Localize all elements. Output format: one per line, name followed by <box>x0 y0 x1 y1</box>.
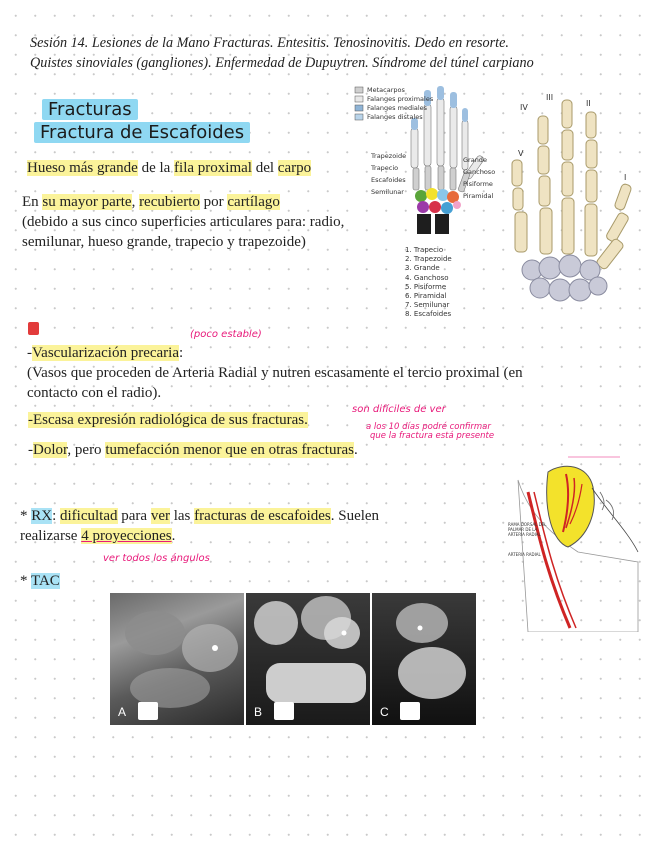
paragraph-cartilage <box>22 192 402 252</box>
rx-line2 <box>20 526 440 546</box>
list-item: 4. Ganchoso <box>405 273 449 282</box>
label-pisiforme: Pisiforme <box>463 180 493 188</box>
ct-label-a: A <box>118 705 127 719</box>
legend-metacarpos: Metacarpos <box>367 86 405 94</box>
note-10-dias-line2: que la fractura está presente <box>370 431 495 441</box>
list-item: 1. Trapecio <box>405 246 444 254</box>
numeral-v: V <box>518 149 524 158</box>
list-item: 6. Piramidal <box>405 292 447 301</box>
ct-panel-c <box>372 593 476 725</box>
list-item: 7. Semilunar <box>405 301 450 310</box>
list-item: 8. Escafoides <box>405 310 452 319</box>
paragraph-largest-bone <box>27 158 311 178</box>
skeleton-hand-svg <box>500 88 640 318</box>
label-trapecio: Trapecio <box>371 164 399 172</box>
ct-panel-b <box>246 593 370 725</box>
skeleton-hand-illustration <box>500 88 640 328</box>
dolor-a: - <box>28 442 33 458</box>
p2-a: En <box>22 194 43 210</box>
p2-b: su mayor parte <box>42 194 132 210</box>
hand-legend-top <box>367 86 433 122</box>
p2-e: por <box>199 194 228 210</box>
rx-line2b: 4 proyecciones <box>81 528 172 544</box>
legend-falanges-mediales: Falanges mediales <box>367 104 428 112</box>
dolor-d: tumefacción menor que en otras fracturas <box>105 442 354 458</box>
paragraph-vascularization <box>27 343 627 403</box>
carpal-numbered-list <box>405 246 452 320</box>
p1-b: de la <box>137 160 175 176</box>
note-poco-estable: (poco estable) <box>190 329 262 340</box>
p1-e: carpo <box>277 160 312 176</box>
p1-d: del <box>251 160 278 176</box>
rx-g: las <box>169 508 195 524</box>
label-grande: Grande <box>463 156 487 164</box>
p2-line1 <box>22 192 402 212</box>
numeral-ii: II <box>586 99 591 108</box>
rx-f: ver <box>150 508 170 524</box>
p1-c: fila proximal <box>174 160 252 176</box>
tac-b: TAC <box>30 573 60 589</box>
numeral-i: I <box>624 173 627 182</box>
rx-i: . Suelen <box>330 508 380 524</box>
numeral-iii: III <box>546 93 554 102</box>
rx-c: : <box>52 508 61 524</box>
paragraph-rx <box>20 506 440 546</box>
radio-text: -Escasa expresión radiológica de sus fracturas. <box>28 412 308 428</box>
label-piramidal: Piramidal <box>463 192 494 200</box>
vasc-title: Vascularización precaria <box>32 345 179 361</box>
legend-falanges-distales: Falanges distales <box>367 113 423 121</box>
note-10-dias-line1: a los 10 días podré confirmar <box>366 422 491 432</box>
title-escafoides-text: Fractura de Escafoides <box>34 122 250 143</box>
title-fracturas <box>42 99 138 120</box>
ct-panel-a <box>110 593 244 725</box>
p2-line2: (debido a sus cinco superficies articulares para: radio, <box>22 214 345 230</box>
vasc-title-line: -Vascularización precaria: <box>27 345 184 361</box>
header-line-2: Quistes sinoviales (gangliones). Enfermedad de Dupuytren. Síndrome del túnel carpiano <box>30 55 534 71</box>
vasc-line1: (Vasos que proceden de Arteria Radial y nutren escasamente el tercio proximal (en <box>27 365 523 381</box>
list-item: 5. Pisiforme <box>405 282 447 291</box>
p1-a: Hueso más grande <box>27 160 138 176</box>
rx-d: dificultad <box>60 508 118 524</box>
legend-falanges-proximales: Falanges proximales <box>367 95 434 103</box>
label-semilunar: Semilunar <box>371 188 404 196</box>
vasc-colon: : <box>179 345 184 361</box>
label-escafoides: Escafoides <box>371 176 406 184</box>
rx-b: RX <box>31 508 53 524</box>
tac-a: * <box>20 573 31 589</box>
title-fracturas-text: Fracturas <box>42 99 138 120</box>
paragraph-dolor <box>28 440 358 460</box>
hand-bones-diagram <box>353 84 503 324</box>
p2-line3: semilunar, hueso grande, trapecio y trapezoide) <box>22 234 306 250</box>
dolor-c: , pero <box>67 442 106 458</box>
list-item: 2. Trapezoide <box>405 255 452 264</box>
hand-right-labels <box>463 154 495 202</box>
label-ganchoso: Ganchoso <box>463 168 496 176</box>
paragraph-tac <box>20 571 60 591</box>
ct-orientation-icon <box>274 702 294 720</box>
rx-h: fracturas de escafoides <box>194 508 331 524</box>
ct-label-c: C <box>380 705 389 719</box>
numeral-iv: IV <box>520 103 528 112</box>
dolor-e: . <box>353 442 358 458</box>
wrist-label-rama: RAMA DORSAL DEL PALMAR DE LA ARTERIA RADIAL <box>508 522 547 537</box>
title-escafoides <box>34 122 250 143</box>
header-line-1: Sesión 14. Lesiones de la Mano Fracturas. Entesitis. Tenosinovitis. Dedo en resorte. <box>30 35 509 51</box>
rx-line1 <box>20 506 440 526</box>
note-dificiles: son difíciles de ver <box>352 404 446 415</box>
red-tag-icon <box>28 322 39 335</box>
p2-c: , <box>131 194 140 210</box>
rx-a: * <box>20 508 32 524</box>
dolor-b: Dolor <box>33 442 68 458</box>
ct-panel-b-svg <box>246 593 370 725</box>
rx-line2c: . <box>171 528 176 544</box>
wrist-vascular-diagram <box>508 452 644 632</box>
rx-line2a: realizarse <box>20 528 82 544</box>
p2-f: cartílago <box>227 194 280 210</box>
list-item: 3. Grande <box>405 264 440 273</box>
ct-orientation-icon <box>138 702 158 720</box>
wrist-label-arteria: ARTERIA RADIAL <box>508 552 541 557</box>
p2-d: recubierto <box>139 194 200 210</box>
ct-label-b: B <box>254 705 263 719</box>
vasc-line2: contacto con el radio). <box>27 385 162 401</box>
note-ver-angulos: ver todos los ángulos <box>103 553 210 564</box>
hand-left-labels <box>371 150 406 198</box>
session-header <box>30 33 630 73</box>
paragraph-radiological <box>28 410 308 430</box>
ct-panel-a-svg <box>110 593 244 725</box>
note-10-dias <box>366 423 494 441</box>
wrist-vascular-svg <box>508 452 644 632</box>
label-trapezoide: Trapezoide <box>371 152 407 160</box>
ct-orientation-icon <box>400 702 420 720</box>
rx-e: para <box>117 508 151 524</box>
